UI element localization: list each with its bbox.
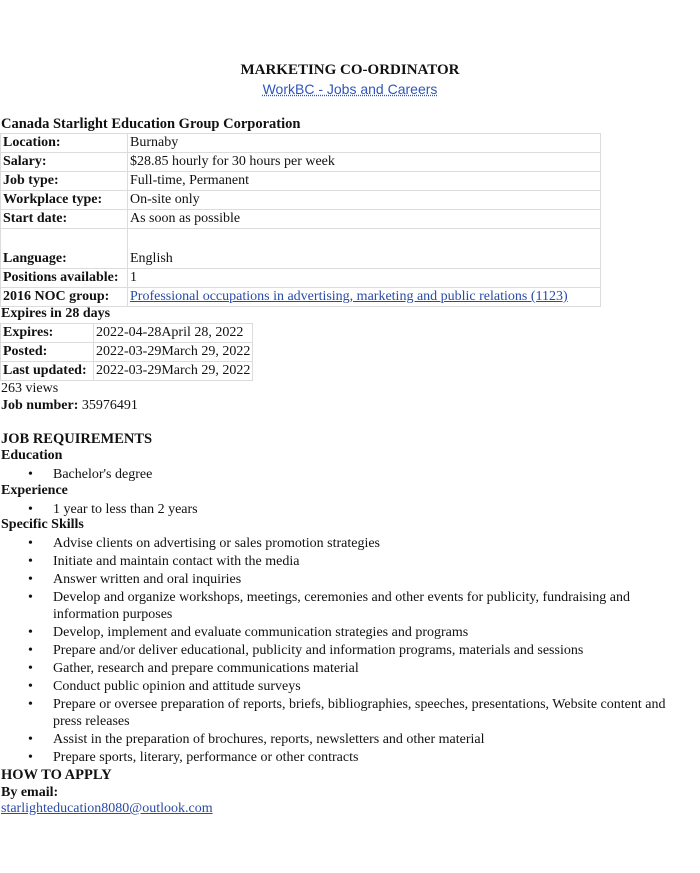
job-title: MARKETING CO-ORDINATOR bbox=[240, 62, 460, 78]
date-value: 2022-03-29March 29, 2022 bbox=[94, 343, 253, 362]
list-item: • Gather, research and prepare communications material bbox=[28, 661, 359, 676]
date-label: Expires: bbox=[1, 324, 94, 343]
bullet-icon: • bbox=[28, 661, 33, 676]
noc-group-link[interactable]: Professional occupations in advertising, marketing and public relations (1123) bbox=[130, 289, 568, 304]
date-row-expires bbox=[1, 324, 253, 343]
info-row-positions bbox=[1, 269, 601, 288]
info-label: Workplace type: bbox=[1, 191, 128, 210]
list-item: • Assist in the preparation of brochures, reports, newsletters and other material bbox=[28, 732, 485, 747]
list-item: • Prepare or oversee preparation of reports, briefs, bibliographies, speeches, presentations, Website content and press releases bbox=[28, 697, 666, 729]
list-item: • Develop and organize workshops, meetings, ceremonies and other events for publicity, fundraising and information purposes bbox=[28, 590, 630, 622]
info-row-job-type bbox=[1, 172, 601, 191]
date-row-last-updated bbox=[1, 362, 253, 381]
bullet-icon: • bbox=[28, 625, 33, 640]
info-row-language bbox=[1, 229, 601, 269]
views-count: 263 views bbox=[1, 381, 59, 396]
info-label: Job type: bbox=[1, 172, 128, 191]
bullet-icon: • bbox=[28, 536, 33, 551]
expires-in-text: Expires in 28 days bbox=[1, 306, 111, 321]
company-name: Canada Starlight Education Group Corporation bbox=[1, 116, 301, 132]
info-label: Positions available: bbox=[1, 269, 128, 288]
list-item: • Develop, implement and evaluate communication strategies and programs bbox=[28, 625, 469, 640]
requirements-heading: JOB REQUIREMENTS bbox=[1, 431, 153, 447]
info-label: Language: bbox=[1, 229, 128, 269]
info-label: Start date: bbox=[1, 210, 128, 229]
info-label: 2016 NOC group: bbox=[1, 288, 128, 307]
list-item: • Advise clients on advertising or sales promotion strategies bbox=[28, 536, 380, 551]
education-heading: Education bbox=[1, 448, 63, 463]
info-value: English bbox=[128, 229, 601, 269]
bullet-icon: • bbox=[28, 467, 33, 482]
info-row-workplace-type bbox=[1, 191, 601, 210]
list-item: • Answer written and oral inquiries bbox=[28, 572, 242, 587]
list-item: • Bachelor's degree bbox=[28, 467, 153, 482]
info-value: On-site only bbox=[128, 191, 601, 210]
how-to-apply-heading: HOW TO APPLY bbox=[1, 767, 112, 783]
job-number-value: 35976491 bbox=[81, 398, 138, 413]
dates-table bbox=[0, 323, 253, 381]
job-number-label: Job number: bbox=[1, 398, 79, 413]
experience-heading: Experience bbox=[1, 483, 68, 498]
job-info-table bbox=[0, 133, 601, 307]
skills-heading: Specific Skills bbox=[1, 517, 84, 532]
date-label: Last updated: bbox=[1, 362, 94, 381]
skills-list bbox=[0, 535, 690, 767]
bullet-icon: • bbox=[28, 679, 33, 694]
info-value bbox=[128, 288, 601, 307]
date-value: 2022-04-28April 28, 2022 bbox=[94, 324, 253, 343]
info-row-noc-group bbox=[1, 288, 601, 307]
info-label: Location: bbox=[1, 134, 128, 153]
bullet-icon: • bbox=[28, 643, 33, 658]
job-number bbox=[1, 398, 138, 414]
list-item: • 1 year to less than 2 years bbox=[28, 502, 198, 517]
info-row-salary bbox=[1, 153, 601, 172]
info-value: 1 bbox=[128, 269, 601, 288]
list-item: • Conduct public opinion and attitude surveys bbox=[28, 679, 301, 694]
list-item: • Prepare and/or deliver educational, publicity and information programs, materials and sessions bbox=[28, 643, 584, 658]
date-row-posted bbox=[1, 343, 253, 362]
source-link[interactable]: WorkBC - Jobs and Careers bbox=[262, 81, 438, 97]
info-row-location bbox=[1, 134, 601, 153]
info-row-start-date bbox=[1, 210, 601, 229]
experience-list bbox=[0, 501, 690, 519]
info-value: Burnaby bbox=[128, 134, 601, 153]
date-value: 2022-03-29March 29, 2022 bbox=[94, 362, 253, 381]
apply-method: By email: bbox=[1, 785, 59, 800]
bullet-icon: • bbox=[28, 732, 33, 747]
email-line bbox=[1, 801, 213, 817]
list-item: • Initiate and maintain contact with the media bbox=[28, 554, 300, 569]
bullet-icon: • bbox=[28, 697, 33, 712]
education-list bbox=[0, 466, 690, 484]
info-label: Salary: bbox=[1, 153, 128, 172]
info-value: As soon as possible bbox=[128, 210, 601, 229]
bullet-icon: • bbox=[28, 590, 33, 605]
bullet-icon: • bbox=[28, 502, 33, 517]
list-item: • Prepare sports, literary, performance or other contracts bbox=[28, 750, 359, 765]
bullet-icon: • bbox=[28, 750, 33, 765]
bullet-icon: • bbox=[28, 572, 33, 587]
info-value: Full-time, Permanent bbox=[128, 172, 601, 191]
email-link[interactable]: starlighteducation8080@outlook.com bbox=[1, 801, 213, 816]
source-line bbox=[0, 81, 700, 97]
bullet-icon: • bbox=[28, 554, 33, 569]
date-label: Posted: bbox=[1, 343, 94, 362]
info-value: $28.85 hourly for 30 hours per week bbox=[128, 153, 601, 172]
